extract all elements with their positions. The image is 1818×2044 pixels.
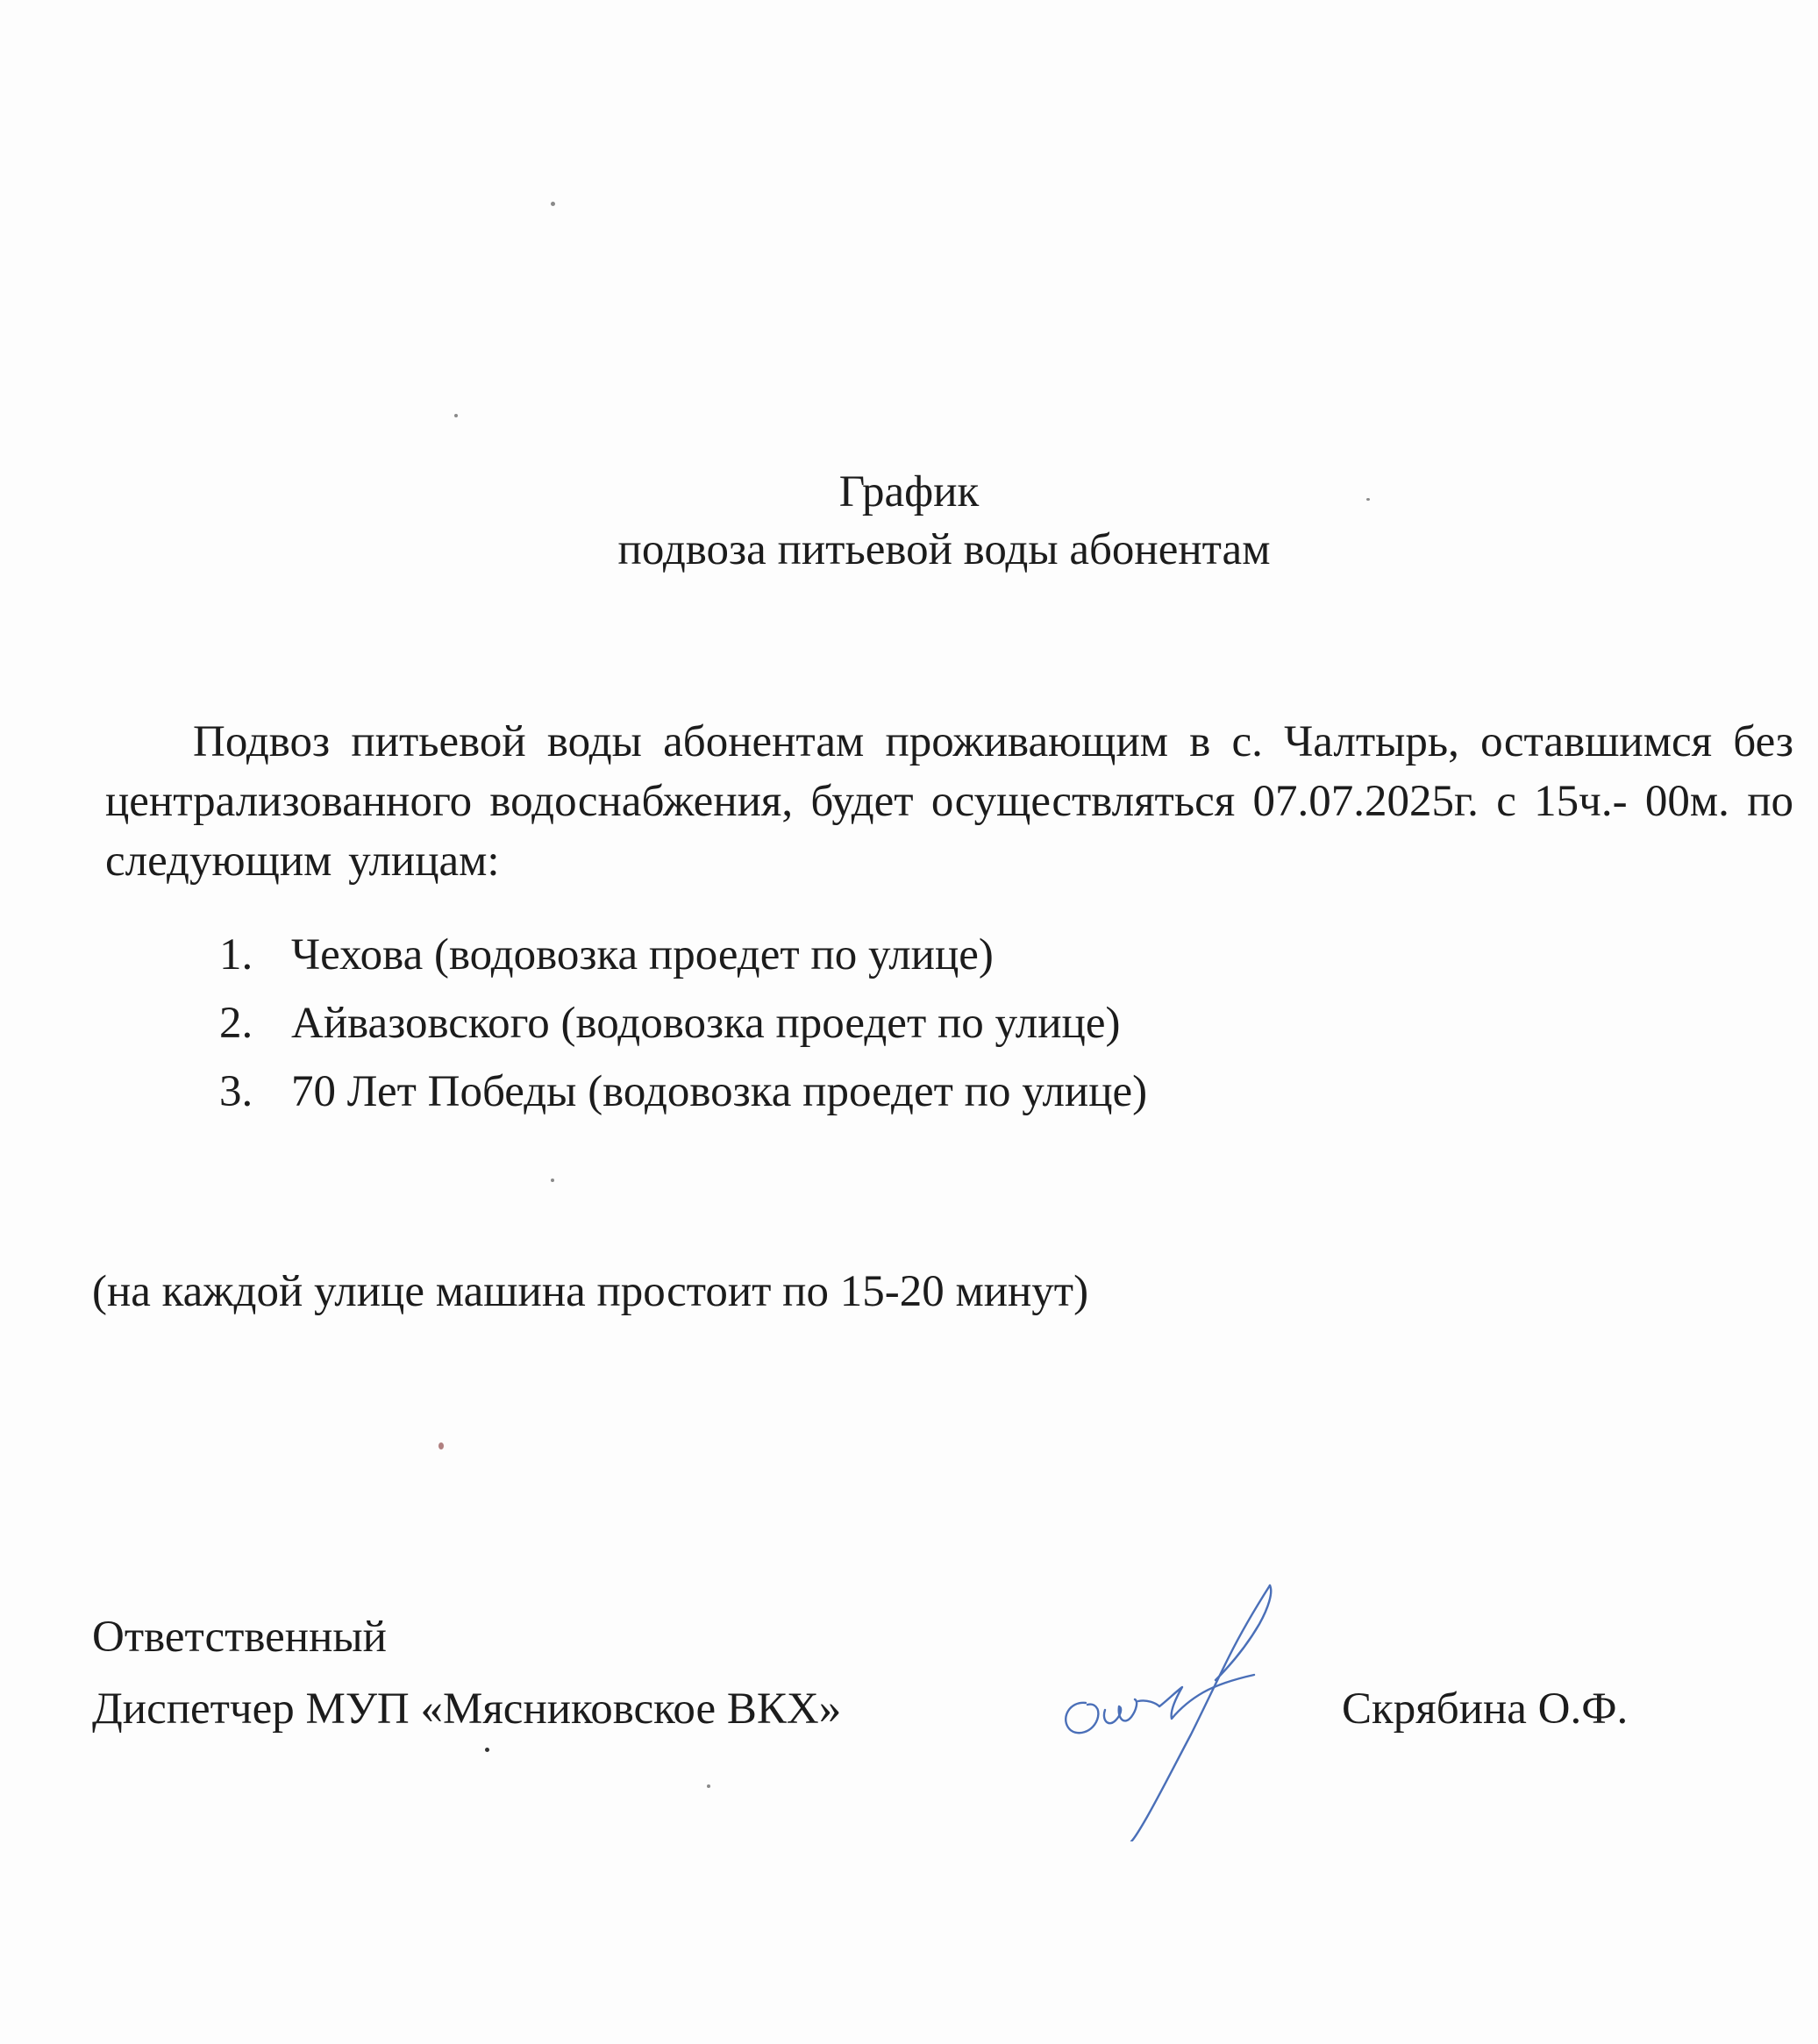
scan-speck xyxy=(438,1442,444,1449)
scan-speck xyxy=(551,202,555,206)
list-item-text: Чехова (водовозка проедет по улице) xyxy=(291,930,994,979)
scan-speck xyxy=(485,1748,489,1752)
list-item-number: 1. xyxy=(219,930,253,979)
list-item-text: Айвазовского (водовозка проедет по улице) xyxy=(291,999,1121,1048)
waiting-time-note: (на каждой улице машина простоит по 15-20 минут) xyxy=(92,1267,1089,1316)
signoff-role-line-1: Ответственный xyxy=(92,1613,387,1662)
list-item xyxy=(219,1058,1147,1126)
list-item-text: 70 Лет Победы (водовозка проедет по улице) xyxy=(291,1067,1148,1116)
title-line-2: подвоза питьевой воды абонентам xyxy=(617,525,1271,574)
list-item xyxy=(219,989,1147,1058)
list-item xyxy=(219,921,1147,989)
list-item-number: 3. xyxy=(219,1067,253,1116)
scan-speck xyxy=(707,1784,710,1788)
scan-speck xyxy=(454,414,458,417)
title-line-1: График xyxy=(838,467,980,516)
scan-speck xyxy=(551,1179,554,1182)
document-title xyxy=(0,463,1818,579)
body-paragraph: Подвоз питьевой воды абонентам проживающим в с. Чалтырь, оставшимся без централизованного водоснабжения, будет осуществляться 07.07.2025г. с 15ч.- 00м. по следующим улицам: xyxy=(105,717,1793,886)
list-item-number: 2. xyxy=(219,999,253,1048)
handwritten-signature xyxy=(1044,1570,1298,1841)
signoff-role-line-2: Диспетчер МУП «Мясниковское ВКХ» xyxy=(92,1684,842,1734)
signoff-role xyxy=(92,1601,841,1745)
signoff-name: Скрябина О.Ф. xyxy=(1342,1684,1629,1734)
streets-list xyxy=(219,921,1147,1126)
